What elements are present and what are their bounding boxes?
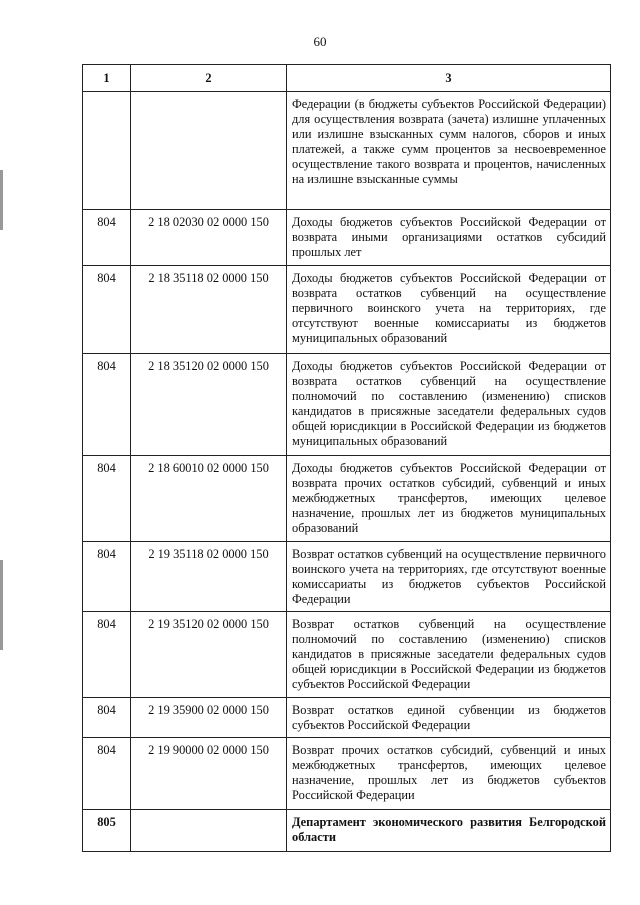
table-row [83, 810, 611, 852]
kbk-code-cell: 2 19 90000 02 0000 150 [131, 738, 287, 810]
admin-code-cell: 804 [83, 612, 131, 698]
table-row [83, 266, 611, 354]
revenue-codes-table [82, 64, 611, 852]
kbk-code-cell: 2 19 35120 02 0000 150 [131, 612, 287, 698]
admin-code-cell: 804 [83, 698, 131, 738]
revenue-name-cell: Доходы бюджетов субъектов Российской Федерации от возврата остатков субвенций на осуществление полномочий по составлению (изменению) списков кандидатов в присяжные заседатели федеральных судов общей юрисдикции в Российской Федерации из бюджетов муниципальных образований [287, 354, 611, 456]
revenue-name-cell: Возврат остатков субвенций на осуществление первичного воинского учета на территориях, где отсутствуют военные комиссариаты из бюджетов субъектов Российской Федерации [287, 542, 611, 612]
header-col-1: 1 [83, 65, 131, 92]
table-row [83, 738, 611, 810]
revenue-name-cell: Возврат остатков субвенций на осуществление полномочий по составлению (изменению) списков кандидатов в присяжные заседатели федеральных судов общей юрисдикции в Российской Федерации из бюджетов субъектов Российской Федерации [287, 612, 611, 698]
kbk-code-cell: 2 18 35118 02 0000 150 [131, 266, 287, 354]
admin-code-cell: 804 [83, 266, 131, 354]
revenue-name-cell: Возврат остатков единой субвенции из бюджетов субъектов Российской Федерации [287, 698, 611, 738]
margin-mark [0, 170, 3, 230]
page-number: 60 [313, 34, 327, 49]
revenue-name-cell: Департамент экономического развития Белгородской области [287, 810, 611, 852]
kbk-code-cell [131, 810, 287, 852]
admin-code-cell: 804 [83, 354, 131, 456]
revenue-name-cell: Доходы бюджетов субъектов Российской Федерации от возврата остатков субвенций на осуществление первичного воинского учета на территориях, где отсутствуют военные комиссариаты из бюджетов муниципальных образований [287, 266, 611, 354]
admin-code-cell: 804 [83, 542, 131, 612]
header-col-3: 3 [287, 65, 611, 92]
kbk-code-cell: 2 19 35118 02 0000 150 [131, 542, 287, 612]
admin-code-cell [83, 92, 131, 210]
table-row [83, 698, 611, 738]
admin-code-cell: 804 [83, 738, 131, 810]
table-row [83, 354, 611, 456]
revenue-name-cell: Доходы бюджетов субъектов Российской Федерации от возврата иными организациями остатков субсидий прошлых лет [287, 210, 611, 266]
margin-mark [0, 560, 3, 650]
admin-code-cell: 804 [83, 210, 131, 266]
table-row [83, 456, 611, 542]
revenue-name-cell: Доходы бюджетов субъектов Российской Федерации от возврата прочих остатков субсидий, субвенций и иных межбюджетных трансфертов, имеющих целевое назначение, прошлых лет из бюджетов муниципальных образований [287, 456, 611, 542]
kbk-code-cell: 2 18 35120 02 0000 150 [131, 354, 287, 456]
table-row [83, 612, 611, 698]
kbk-code-cell: 2 18 60010 02 0000 150 [131, 456, 287, 542]
admin-code-cell: 804 [83, 456, 131, 542]
table-row [83, 92, 611, 210]
table-header-row [83, 65, 611, 92]
kbk-code-cell [131, 92, 287, 210]
kbk-code-cell: 2 18 02030 02 0000 150 [131, 210, 287, 266]
kbk-code-cell: 2 19 35900 02 0000 150 [131, 698, 287, 738]
table-row [83, 210, 611, 266]
header-col-2: 2 [131, 65, 287, 92]
revenue-name-cell: Федерации (в бюджеты субъектов Российской Федерации) для осуществления возврата (зачета) излишне уплаченных или излишне взысканных сумм налогов, сборов и иных платежей, а также сумм процентов за несвоевременное осуществление такого возврата и процентов, начисленных на излишне взысканные суммы [287, 92, 611, 210]
table-row [83, 542, 611, 612]
admin-code-cell: 805 [83, 810, 131, 852]
revenue-name-cell: Возврат прочих остатков субсидий, субвенций и иных межбюджетных трансфертов, имеющих целевое назначение, прошлых лет из бюджетов субъектов Российской Федерации [287, 738, 611, 810]
